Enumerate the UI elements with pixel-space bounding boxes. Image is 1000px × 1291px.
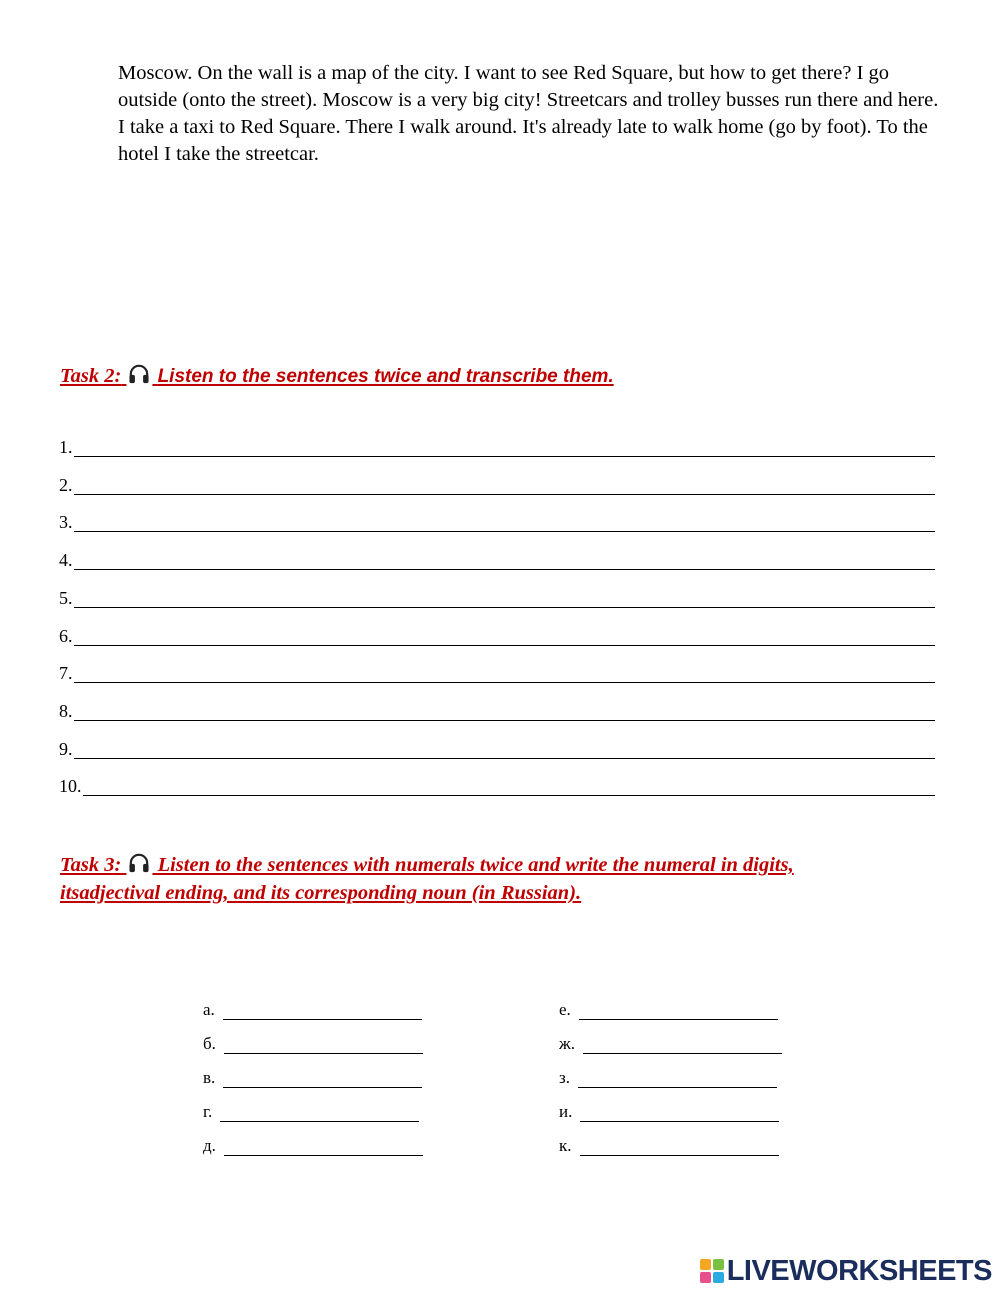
logo-text: LIVEWORKSHEETS bbox=[726, 1254, 992, 1287]
numeral-answer-blank[interactable] bbox=[220, 1105, 419, 1122]
numeral-answer-blank[interactable] bbox=[580, 1139, 779, 1156]
numeral-answer-row bbox=[203, 998, 422, 1020]
numeral-answer-blank[interactable] bbox=[224, 1037, 423, 1054]
numeral-answer-row bbox=[203, 1100, 419, 1122]
numeral-answer-row bbox=[203, 1134, 423, 1156]
answer-line bbox=[59, 433, 935, 457]
logo-mark-icon bbox=[700, 1259, 724, 1283]
numeral-answer-row bbox=[559, 1134, 779, 1156]
answer-line bbox=[59, 659, 935, 683]
reading-passage: Moscow. On the wall is a map of the city. I want to see Red Square, but how to get there? I go outside (onto the street). Moscow is a very big city! Streetcars and trolley busses run there and here. I take a taxi to Red Square. There I walk around. It's already late to walk home (go by foot). To the hotel I take the streetcar. bbox=[118, 62, 939, 165]
answer-line bbox=[59, 697, 935, 721]
line-number: 4. bbox=[59, 550, 73, 571]
headphones-icon bbox=[128, 364, 150, 384]
liveworksheets-logo bbox=[700, 1254, 992, 1288]
item-letter: ж. bbox=[559, 1034, 575, 1053]
answer-blank[interactable] bbox=[74, 551, 936, 570]
answer-line bbox=[59, 772, 935, 796]
answer-line bbox=[59, 622, 935, 646]
task2-instruction: Listen to the sentences twice and transcribe them. bbox=[157, 366, 614, 387]
item-letter: а. bbox=[203, 1000, 215, 1019]
answer-line bbox=[59, 546, 935, 570]
answer-line bbox=[59, 508, 935, 532]
answer-blank[interactable] bbox=[74, 589, 936, 608]
task3-instruction-line1: Listen to the sentences with numerals twice and write the numeral in digits, bbox=[157, 854, 794, 876]
answer-line bbox=[59, 471, 935, 495]
item-letter: и. bbox=[559, 1102, 573, 1121]
task3-instruction-line2: itsadjectival ending, and its corresponding noun (in Russian). bbox=[60, 882, 582, 904]
task2-label: Task 2: bbox=[60, 365, 122, 387]
numeral-answer-row bbox=[203, 1032, 423, 1054]
line-number: 10. bbox=[59, 776, 82, 797]
answer-blank[interactable] bbox=[74, 664, 936, 683]
numeral-answer-blank[interactable] bbox=[223, 1071, 422, 1088]
item-letter: д. bbox=[203, 1136, 216, 1155]
task2-title bbox=[60, 362, 940, 391]
headphones-icon bbox=[128, 853, 150, 873]
numeral-answer-blank[interactable] bbox=[580, 1105, 779, 1122]
line-number: 3. bbox=[59, 512, 73, 533]
item-letter: б. bbox=[203, 1034, 216, 1053]
item-letter: з. bbox=[559, 1068, 570, 1087]
numeral-answer-row bbox=[559, 1032, 782, 1054]
line-number: 5. bbox=[59, 587, 73, 608]
answer-line bbox=[59, 584, 935, 608]
answer-blank[interactable] bbox=[74, 438, 936, 457]
line-number: 8. bbox=[59, 700, 73, 721]
numeral-answer-row bbox=[559, 1066, 777, 1088]
answer-blank[interactable] bbox=[74, 627, 936, 646]
item-letter: г. bbox=[203, 1102, 213, 1121]
answer-blank[interactable] bbox=[74, 740, 936, 759]
numeral-answer-blank[interactable] bbox=[223, 1003, 422, 1020]
line-number: 7. bbox=[59, 663, 73, 684]
task3-label: Task 3: bbox=[60, 854, 122, 876]
answer-blank[interactable] bbox=[74, 476, 936, 495]
numeral-answer-row bbox=[203, 1066, 422, 1088]
answer-blank[interactable] bbox=[83, 777, 936, 796]
item-letter: к. bbox=[559, 1136, 572, 1155]
task3-title bbox=[60, 851, 940, 907]
line-number: 1. bbox=[59, 437, 73, 457]
item-letter: е. bbox=[559, 1000, 571, 1019]
answer-blank[interactable] bbox=[74, 513, 936, 532]
numeral-answer-blank[interactable] bbox=[578, 1071, 777, 1088]
numeral-answer-blank[interactable] bbox=[583, 1037, 782, 1054]
numeral-answer-row bbox=[559, 998, 778, 1020]
numeral-answer-blank[interactable] bbox=[224, 1139, 423, 1156]
numeral-answer-row bbox=[559, 1100, 779, 1122]
line-number: 2. bbox=[59, 474, 73, 495]
answer-blank[interactable] bbox=[74, 702, 936, 721]
numeral-answer-blank[interactable] bbox=[579, 1003, 778, 1020]
item-letter: в. bbox=[203, 1068, 216, 1087]
line-number: 9. bbox=[59, 738, 73, 759]
line-number: 6. bbox=[59, 625, 73, 646]
answer-line bbox=[59, 735, 935, 759]
